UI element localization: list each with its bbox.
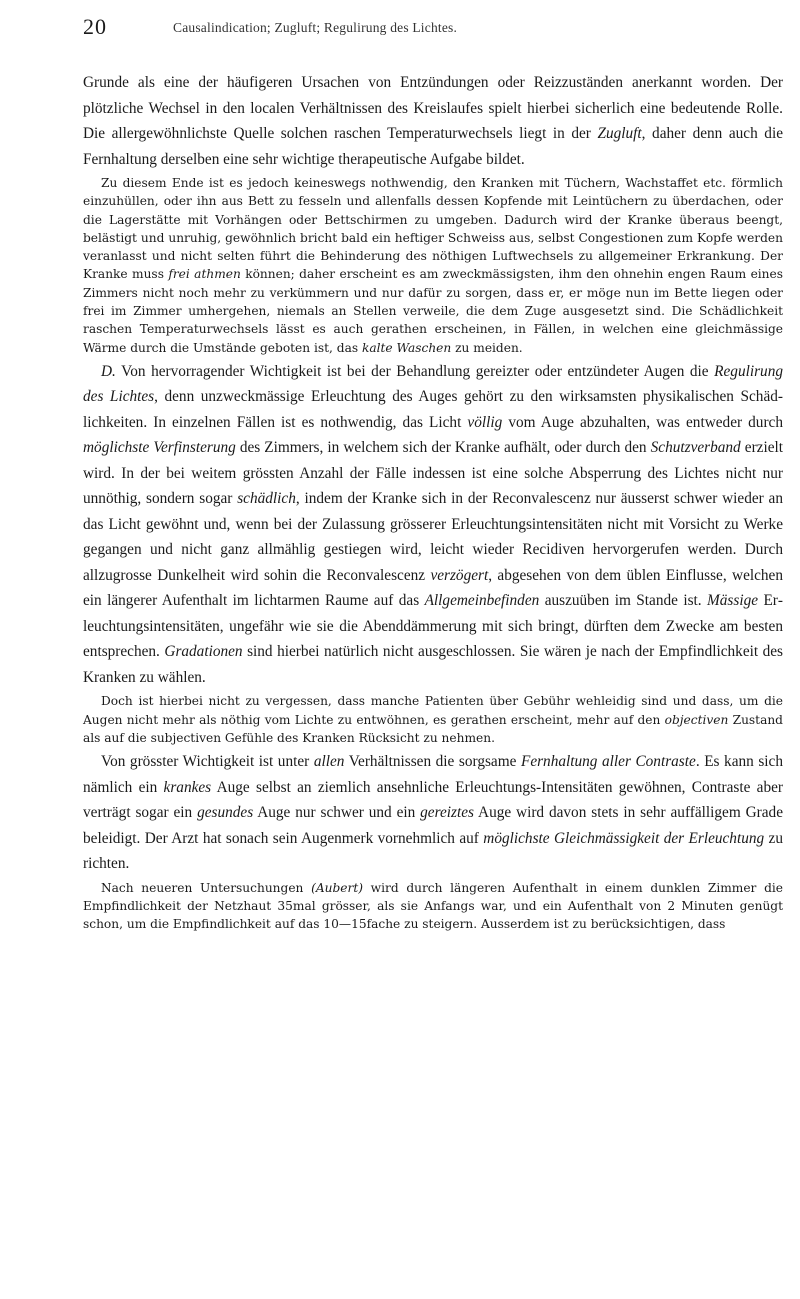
- text-run: zu meiden.: [451, 340, 523, 355]
- emphasis-text: D.: [101, 362, 116, 380]
- text-run: Auge wird davon stets in sehr auffälligem Grade beleidigt. Der Arzt hat sonach sein Augenmerk vornehmlich auf: [83, 804, 783, 847]
- body-paragraph: [83, 70, 783, 172]
- book-page: [83, 14, 783, 936]
- emphasis-text: Mässige: [707, 592, 759, 610]
- text-run: des Zimmers, in welchem sich der Kranke aufhält, oder durch den: [235, 439, 651, 457]
- text-run: , denn unzweckmässige Erleuchtung des Auges gehört zu den wirksamsten physikalischen Schädlichkeiten. In einzelnen Fällen ist es nothwendig, das Licht: [83, 388, 783, 431]
- footnote-paragraph: [83, 879, 783, 934]
- text-run: Auge nur schwer und ein: [253, 804, 421, 822]
- emphasis-text: völlig: [467, 413, 503, 431]
- text-run: wird durch längeren Aufenthalt in einem dunklen Zimmer die Empfindlichkeit der Netzhaut 35mal grösser, als sie Anfangs war, und ein Aufenthalt von 2 Minuten genügt schon, um die Empfindlichkeit auf das 10—15fache zu steigern. Ausserdem ist zu berücksichtigen, dass: [83, 880, 783, 932]
- text-run: , daher denn auch die Fernhaltung derselben eine sehr wichtige therapeutische Aufgabe bildet.: [83, 125, 783, 168]
- emphasis-text: frei athmen: [168, 267, 241, 282]
- text-run: vom Auge abzuhalten, was entweder durch: [502, 413, 783, 431]
- emphasis-text: Allgemeinbefinden: [424, 592, 540, 610]
- text-run: sind hierbei natürlich nicht ausgeschlossen. Sie wären je nach der Empfindlichkeit des Kranken zu wählen.: [83, 643, 784, 686]
- emphasis-text: kalte Waschen: [361, 340, 452, 355]
- text-run: Auge selbst an ziemlich ansehnliche Erleuchtungs-Intensitäten gewöhnen, Contraste aber verträgt sogar ein: [83, 778, 783, 822]
- emphasis-text: objectiven: [664, 712, 729, 727]
- emphasis-text: krankes: [163, 778, 212, 796]
- page-number: 20: [83, 14, 107, 39]
- body-paragraph: [83, 359, 783, 691]
- text-run: Erleuchtungsintensitäten, ungefähr wie sie die Abenddämmerung mit sich bringt, dürften dem Zwecke am besten entsprechen.: [83, 592, 784, 661]
- emphasis-text: gesundes: [197, 804, 254, 822]
- text-run: zu richten.: [83, 829, 784, 873]
- emphasis-text: Fernhaltung aller Contraste: [520, 753, 696, 771]
- emphasis-text: verzögert: [430, 566, 489, 584]
- emphasis-text: Gradationen: [164, 643, 243, 661]
- text-run: Von hervorragender Wichtigkeit ist bei der Behandlung gereizter oder entzündeter Augen die: [115, 362, 715, 380]
- running-head: [83, 14, 783, 44]
- text-run: Nach neueren Untersuchungen: [101, 880, 312, 895]
- emphasis-text: gereiztes: [420, 804, 474, 822]
- text-run: Zu diesem Ende ist es jedoch keineswegs nothwendig, den Kranken mit Tüchern, Wachstaffet etc. förmlich einzuhüllen, oder ihn aus Bett zu fesseln und allenfalls dessen Kopfende mit Leintüchern zu überdachen, oder die Lagerstätte mit Vorhängen oder Bettschirmen zu umgeben. Dadurch wird der Kranke überaus beengt, belästigt und unruhig, gewöhnlich bricht bald ein heftiger Schweiss aus, selbst Congestionen zum Kopfe werden veranlasst und nicht selten führt die Behinderung des nöthigen Luftwechsels zu allgemeiner Erkrankung. Der Kranke muss: [83, 176, 783, 282]
- emphasis-text: möglichste Verfinsterung: [83, 439, 236, 457]
- emphasis-text: Zugluft: [597, 125, 642, 142]
- text-run: Grunde als eine der häufigeren Ursachen von Entzündungen oder Reizzuständen anerkannt worden. Der plötzliche Wechsel in den localen Verhältnissen des Kreislaufes spielt hierbei sicherlich eine bedeutende Rolle. Die allergewöhnlichste Quelle solchen raschen Temperaturwechsels liegt in der: [83, 74, 783, 142]
- text-run: erzielt wird. In der bei weitem grössten Anzahl der Fälle indessen ist eine solche Absperrung des Lichtes nicht nur unnöthig, sondern sogar: [83, 439, 783, 508]
- emphasis-text: Regulirung des Lichtes: [83, 362, 783, 406]
- text-run: Von grösster Wichtigkeit ist unter: [101, 753, 314, 771]
- emphasis-text: allen: [313, 753, 345, 771]
- running-title: Causalindication; Zugluft; Regulirung des Lichtes.: [173, 20, 458, 35]
- text-run: Doch ist hierbei nicht zu vergessen, dass manche Patienten über Gebühr wehleidig sind und dass, um die Augen nicht mehr als nöthig vom Lichte zu entwöhnen, es gerathen erscheint, mehr auf den: [83, 694, 783, 727]
- body-text: [83, 70, 783, 934]
- footnote-paragraph: [83, 174, 783, 357]
- text-run: auszuüben im Stande ist.: [539, 592, 708, 610]
- body-paragraph: [83, 749, 783, 877]
- text-run: , abgesehen von dem üblen Einflusse, welchen ein längerer Aufenthalt im lichtarmen Raume auf das: [83, 566, 783, 610]
- text-run: können; daher erscheint es am zweckmässigsten, ihm den ohnehin engen Raum eines Zimmers nicht noch mehr zu verkümmern und nur dafür zu sorgen, dass er, er möge nun im Bette liegen oder frei im Zimmer umhergehen, niemals an Stellen verweile, die dem Zuge ausgesetzt sind. Die Schädlichkeit raschen Temperaturwechsels lässt es auch gerathen erscheinen, in Fällen, in welchen eine gleichmässige Wärme durch die Umstände geboten ist, das: [83, 267, 783, 355]
- emphasis-text: Schutzverband: [650, 439, 741, 457]
- text-run: . Es kann sich nämlich ein: [83, 753, 783, 796]
- footnote-paragraph: [83, 692, 783, 747]
- text-run: , indem der Kranke sich in der Reconvalescenz nur äusserst schwer wieder an das Licht gewöhnt und, wenn bei der Zulassung grösserer Erleuchtungsintensitäten nicht mit Vorsicht zu Werke gegangen und nicht ganz allmählig gestiegen wird, leicht wieder Recidiven hervorgerufen werden. Durch allzugrosse Dunkelheit wird sohin die Reconvalescenz: [83, 490, 783, 584]
- emphasis-text: schädlich: [237, 490, 296, 508]
- emphasis-text: möglichste Gleichmässigkeit der Erleuchtung: [483, 829, 765, 847]
- text-run: Verhältnissen die sorgsame: [344, 753, 521, 771]
- emphasis-text: (Aubert): [311, 880, 363, 895]
- text-run: Zustand als auf die subjectiven Gefühle des Kranken Rücksicht zu nehmen.: [83, 712, 783, 746]
